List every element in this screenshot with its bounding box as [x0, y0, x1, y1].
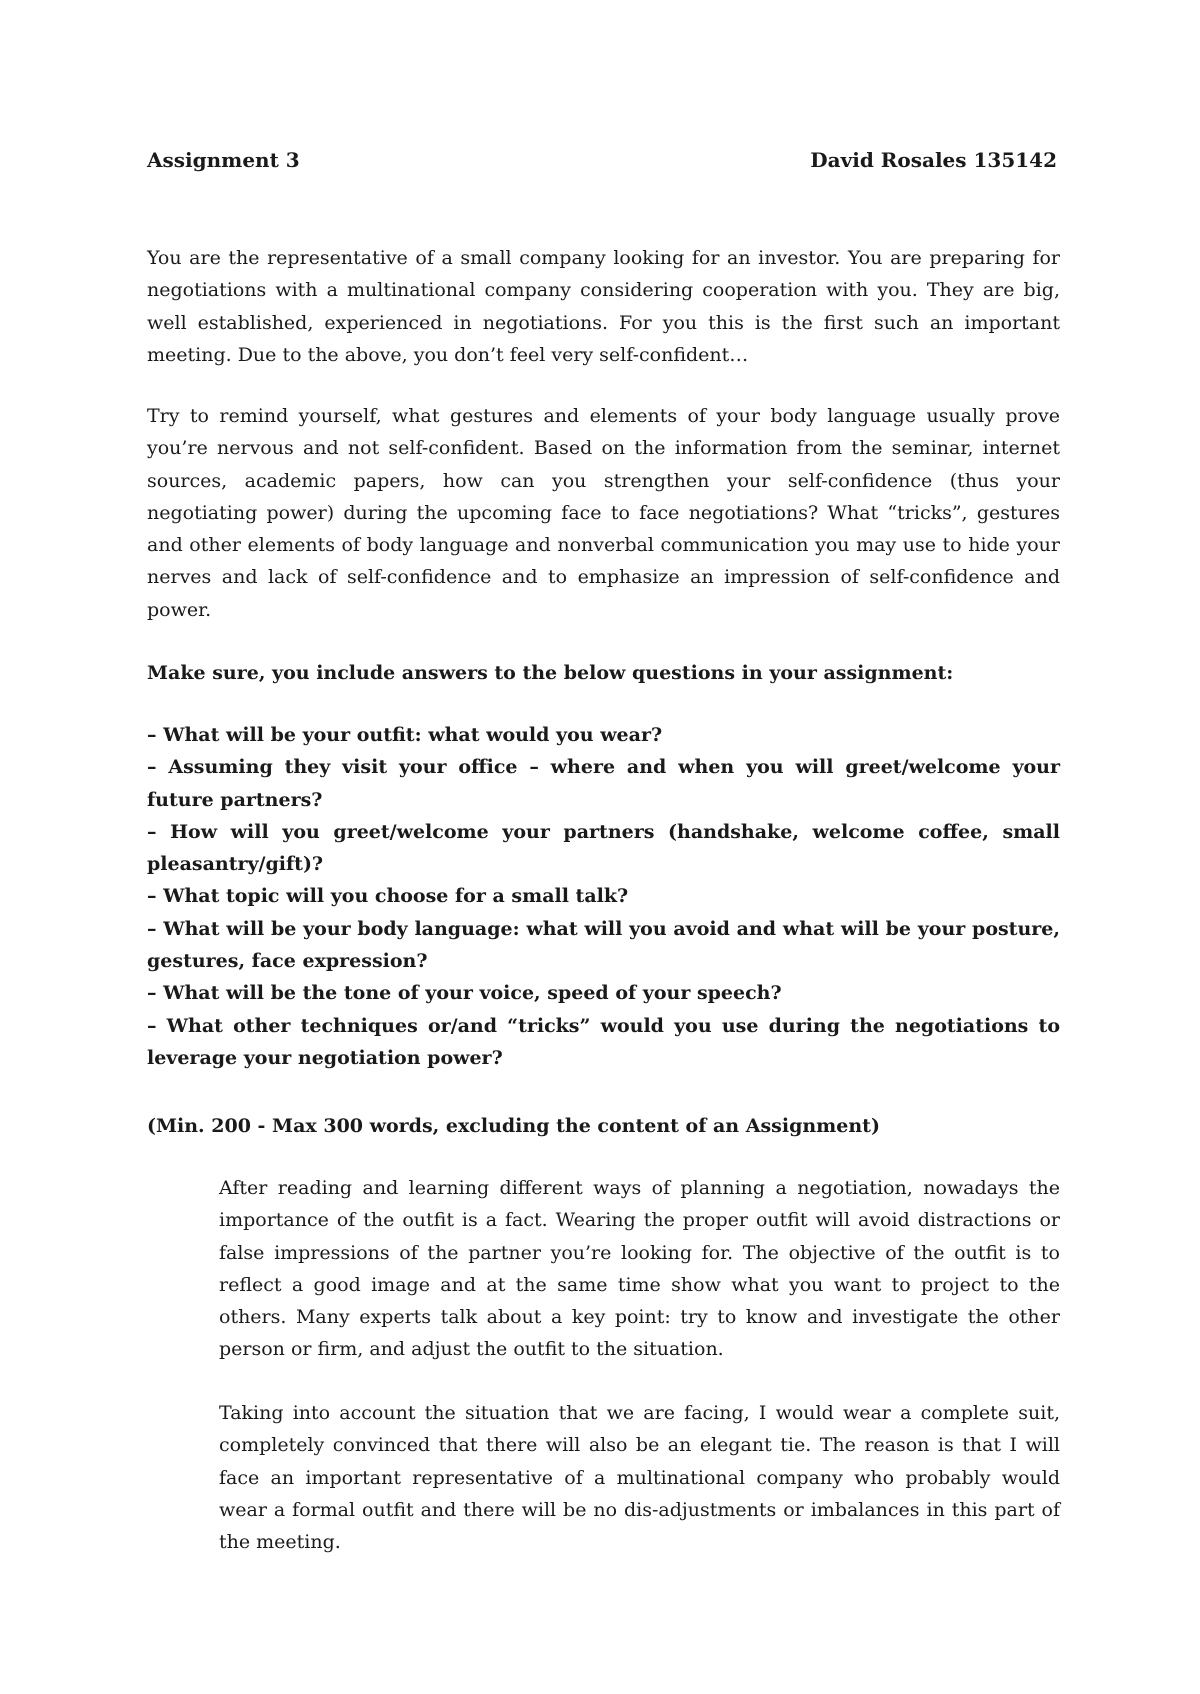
question-item: – What will be your outfit: what would you wear?	[147, 724, 663, 746]
question-item: – What will be the tone of your voice, speed of your speech?	[147, 982, 782, 1005]
assignment-title: Assignment 3	[147, 148, 300, 172]
intro-paragraph-2: Try to remind yourself, what gestures and elements of your body language usually prove you’re nervous and not self-confident. Based on the information from the seminar, internet sources, academic papers, how can you strengthen your self-confidence (thus your negotiating power) during the upcoming face to face negotiations? What “tricks”, gestures and other elements of body language and nonverbal communication you may use to hide your nerves and lack of self-confidence and to emphasize an impression of self-confidence and power.	[147, 405, 1060, 621]
question-item: – Assuming they visit your office – where and when you will greet/welcome your future partners?	[147, 756, 1060, 811]
question-item: – What other techniques or/and “tricks” would you use during the negotiations to leverage your negotiation power?	[147, 1014, 1060, 1069]
intro-paragraph-1: You are the representative of a small company looking for an investor. You are preparing for negotiations with a multinational company considering cooperation with you. They are big, well established, experienced in negotiations. For you this is the first such an important meeting. Due to the above, you don’t feel very self-confident…	[147, 247, 1060, 366]
word-limit-note: (Min. 200 - Max 300 words, excluding the content of an Assignment)	[147, 1115, 880, 1137]
question-item: – What will be your body language: what will you avoid and what will be your posture, gestures, face expression?	[147, 917, 1060, 973]
answer-paragraph-2: Taking into account the situation that we are facing, I would wear a complete suit, completely convinced that there will also be an elegant tie. The reason is that I will face an important representative of a multinational company who probably would wear a formal outfit and there will be no dis-adjustments or imbalances in this part of the meeting.	[219, 1402, 1060, 1554]
author-name: David Rosales 135142	[810, 148, 1057, 172]
document-header	[147, 148, 1057, 172]
question-item: – How will you greet/welcome your partners (handshake, welcome coffee, small pleasantry/gift)?	[147, 820, 1060, 876]
question-item: – What topic will you choose for a small talk?	[147, 885, 629, 908]
answer-paragraph-1: After reading and learning different ways of planning a negotiation, nowadays the importance of the outfit is a fact. Wearing the proper outfit will avoid distractions or false impressions of the partner you’re looking for. The objective of the outfit is to reflect a good image and at the same time show what you want to project to the others. Many experts talk about a key point: try to know and investigate the other person or firm, and adjust the outfit to the situation.	[219, 1177, 1060, 1361]
instructions-lead: Make sure, you include answers to the below questions in your assignment:	[147, 662, 954, 684]
question-list	[147, 719, 1060, 1074]
